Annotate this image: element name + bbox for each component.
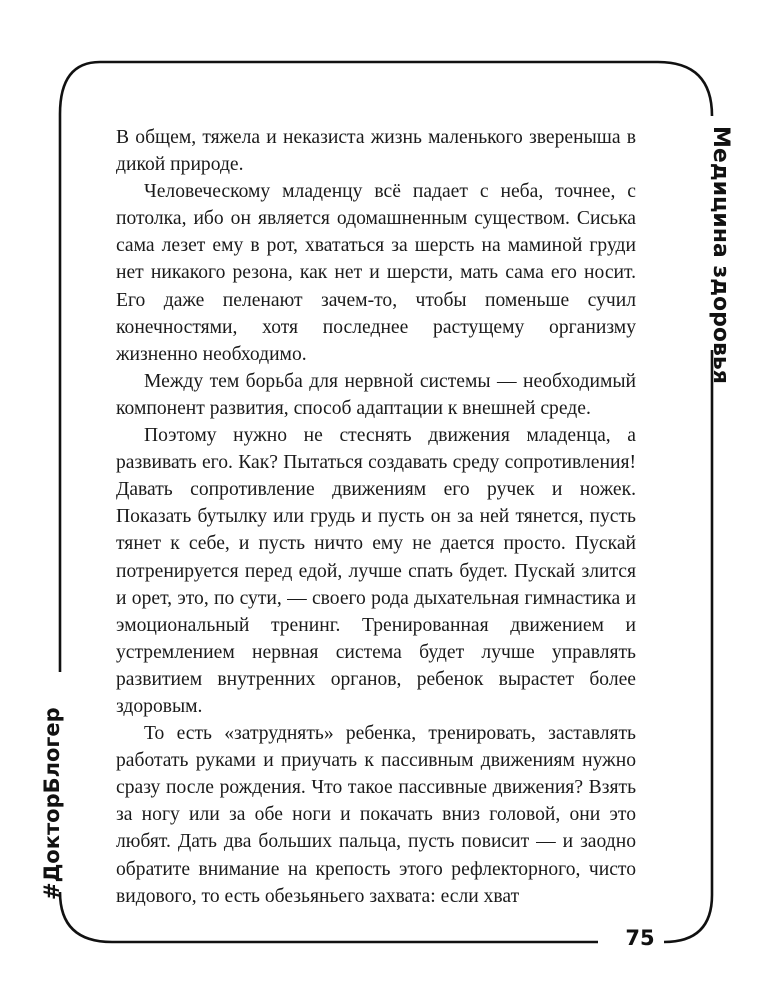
paragraph: Человеческому младенцу всё падает с неба, точнее, с потолка, ибо он является одомашненным существом. Сиська сама лезет ему в рот, хвататься за шерсть на маминой груди нет никакого резона, как нет и шерсти, мать сама его носит. Его даже пеленают зачем-то, чтобы поменьше сучил конечностями, хотя последнее растущему организму жизненно необходимо. [116,181,636,365]
frame-border-left-upper [60,62,100,672]
frame-border-right-lower [664,350,712,942]
paragraph: То есть «затруднять» ребенка, тренировать, заставлять работать руками и приучать к пассивным движениям нужно сразу после рождения. Что такое пассивные движения? Взять за ногу или за обе ноги и покачать вниз головой, они это любят. Дать два больших пальца, пусть повисит — и заодно обратите внимание на крепость этого рефлекторного, чисто видового, то есть обезьяньего захвата: если хват [116,723,636,907]
paragraph: В общем, тяжела и неказиста жизнь маленького звереныша в дикой природе. [116,127,636,176]
paragraph: Поэтому нужно не стеснять движения младенца, а развивать его. Как? Пытаться создавать среду сопротивления! Давать сопротивление движениям его ручек и ножек. Показать бутылку или грудь и пусть он за ней тянется, пусть тянет к себе, и пусть ничто ему не дается просто. Пускай потренируется перед едой, лучше спать будет. Пускай злится и орет, это, по сути, — своего рода дыхательная гимнастика и эмоциональный тренинг. Тренированная движением и устремлением нервная система будет лучше управлять развитием внутренних органов, ребенок вырастет более здоровым. [116,425,636,717]
frame-border-top-right [100,62,712,116]
body-text [116,124,636,910]
running-header-left: #ДокторБлогер [40,707,64,900]
running-header-right: Медицина здоровья [708,126,733,384]
paragraph: Между тем борьба для нервной системы — необходимый компонент развития, способ адаптации к внешней среде. [116,370,636,419]
page-number: 75 [625,926,655,950]
